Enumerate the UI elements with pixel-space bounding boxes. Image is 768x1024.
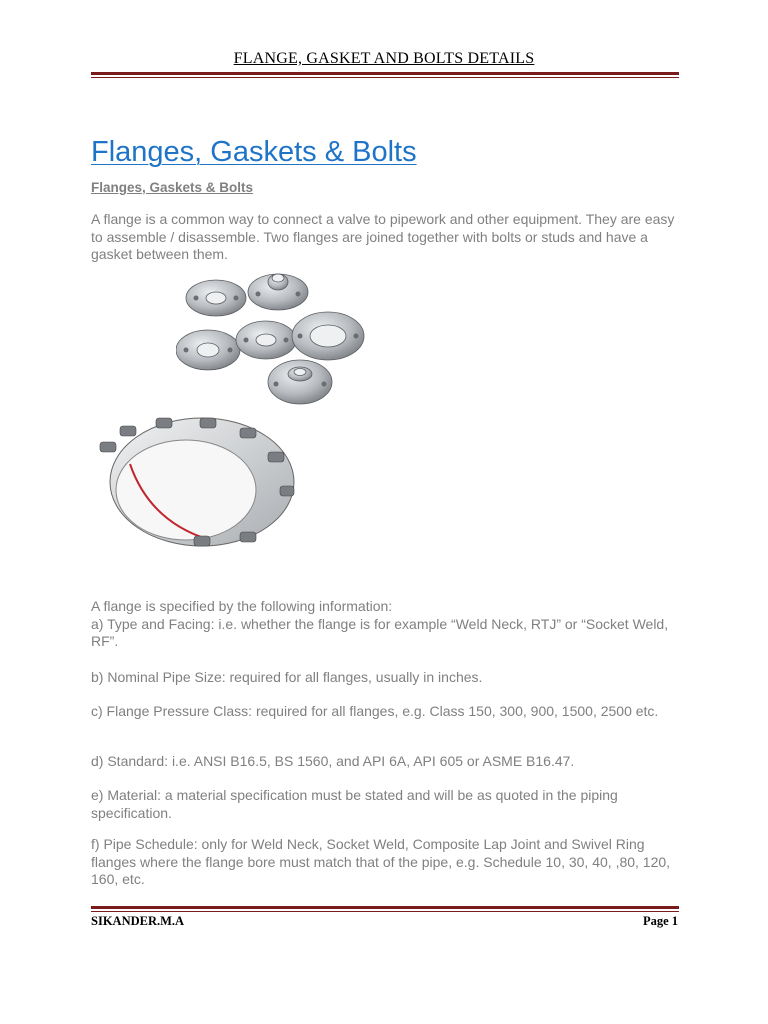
spec-item-c: c) Flange Pressure Class: required for all flanges, e.g. Class 150, 300, 900, 1500, 2500 etc.: [91, 703, 659, 719]
spec-item-a: a) Type and Facing: i.e. whether the flange is for example “Weld Neck, RTJ” or “Socket Weld, RF”.: [91, 615, 669, 649]
spec-item-b: b) Nominal Pipe Size: required for all flanges, usually in inches.: [91, 669, 483, 685]
page-header-title: FLANGE, GASKET AND BOLTS DETAILS: [233, 50, 535, 67]
page-number: Page 1: [642, 914, 678, 928]
footer-divider: [91, 906, 679, 912]
flange-joint-image: [90, 412, 300, 552]
spec-item-d: d) Standard: i.e. ANSI B16.5, BS 1560, and API 6A, API 605 or ASME B16.47.: [91, 753, 575, 769]
header-divider: [91, 72, 679, 78]
intro-paragraph: A flange is a common way to connect a valve to pipework and other equipment. They are easy to assemble / disassemble. Two flanges are joined together with bolts or studs and have a gasket between them.: [91, 211, 675, 262]
article-subtitle[interactable]: Flanges, Gaskets & Bolts: [91, 180, 254, 195]
flanges-image: [176, 270, 372, 416]
spec-intro-text: A flange is specified by the following information:: [91, 598, 393, 614]
footer-author: SIKANDER.M.A: [91, 914, 185, 928]
article-title[interactable]: Flanges, Gaskets & Bolts: [91, 136, 417, 168]
spec-item-f: f) Pipe Schedule: only for Weld Neck, Socket Weld, Composite Lap Joint and Swivel Ring flanges where the flange bore must match that of the pipe, e.g. Schedule 10, 30, 40, ,80, 120, 160, etc.: [91, 836, 671, 887]
spec-item-e: e) Material: a material specification must be stated and will be as quoted in the piping specification.: [91, 787, 618, 821]
spec-intro-block: [91, 598, 683, 651]
